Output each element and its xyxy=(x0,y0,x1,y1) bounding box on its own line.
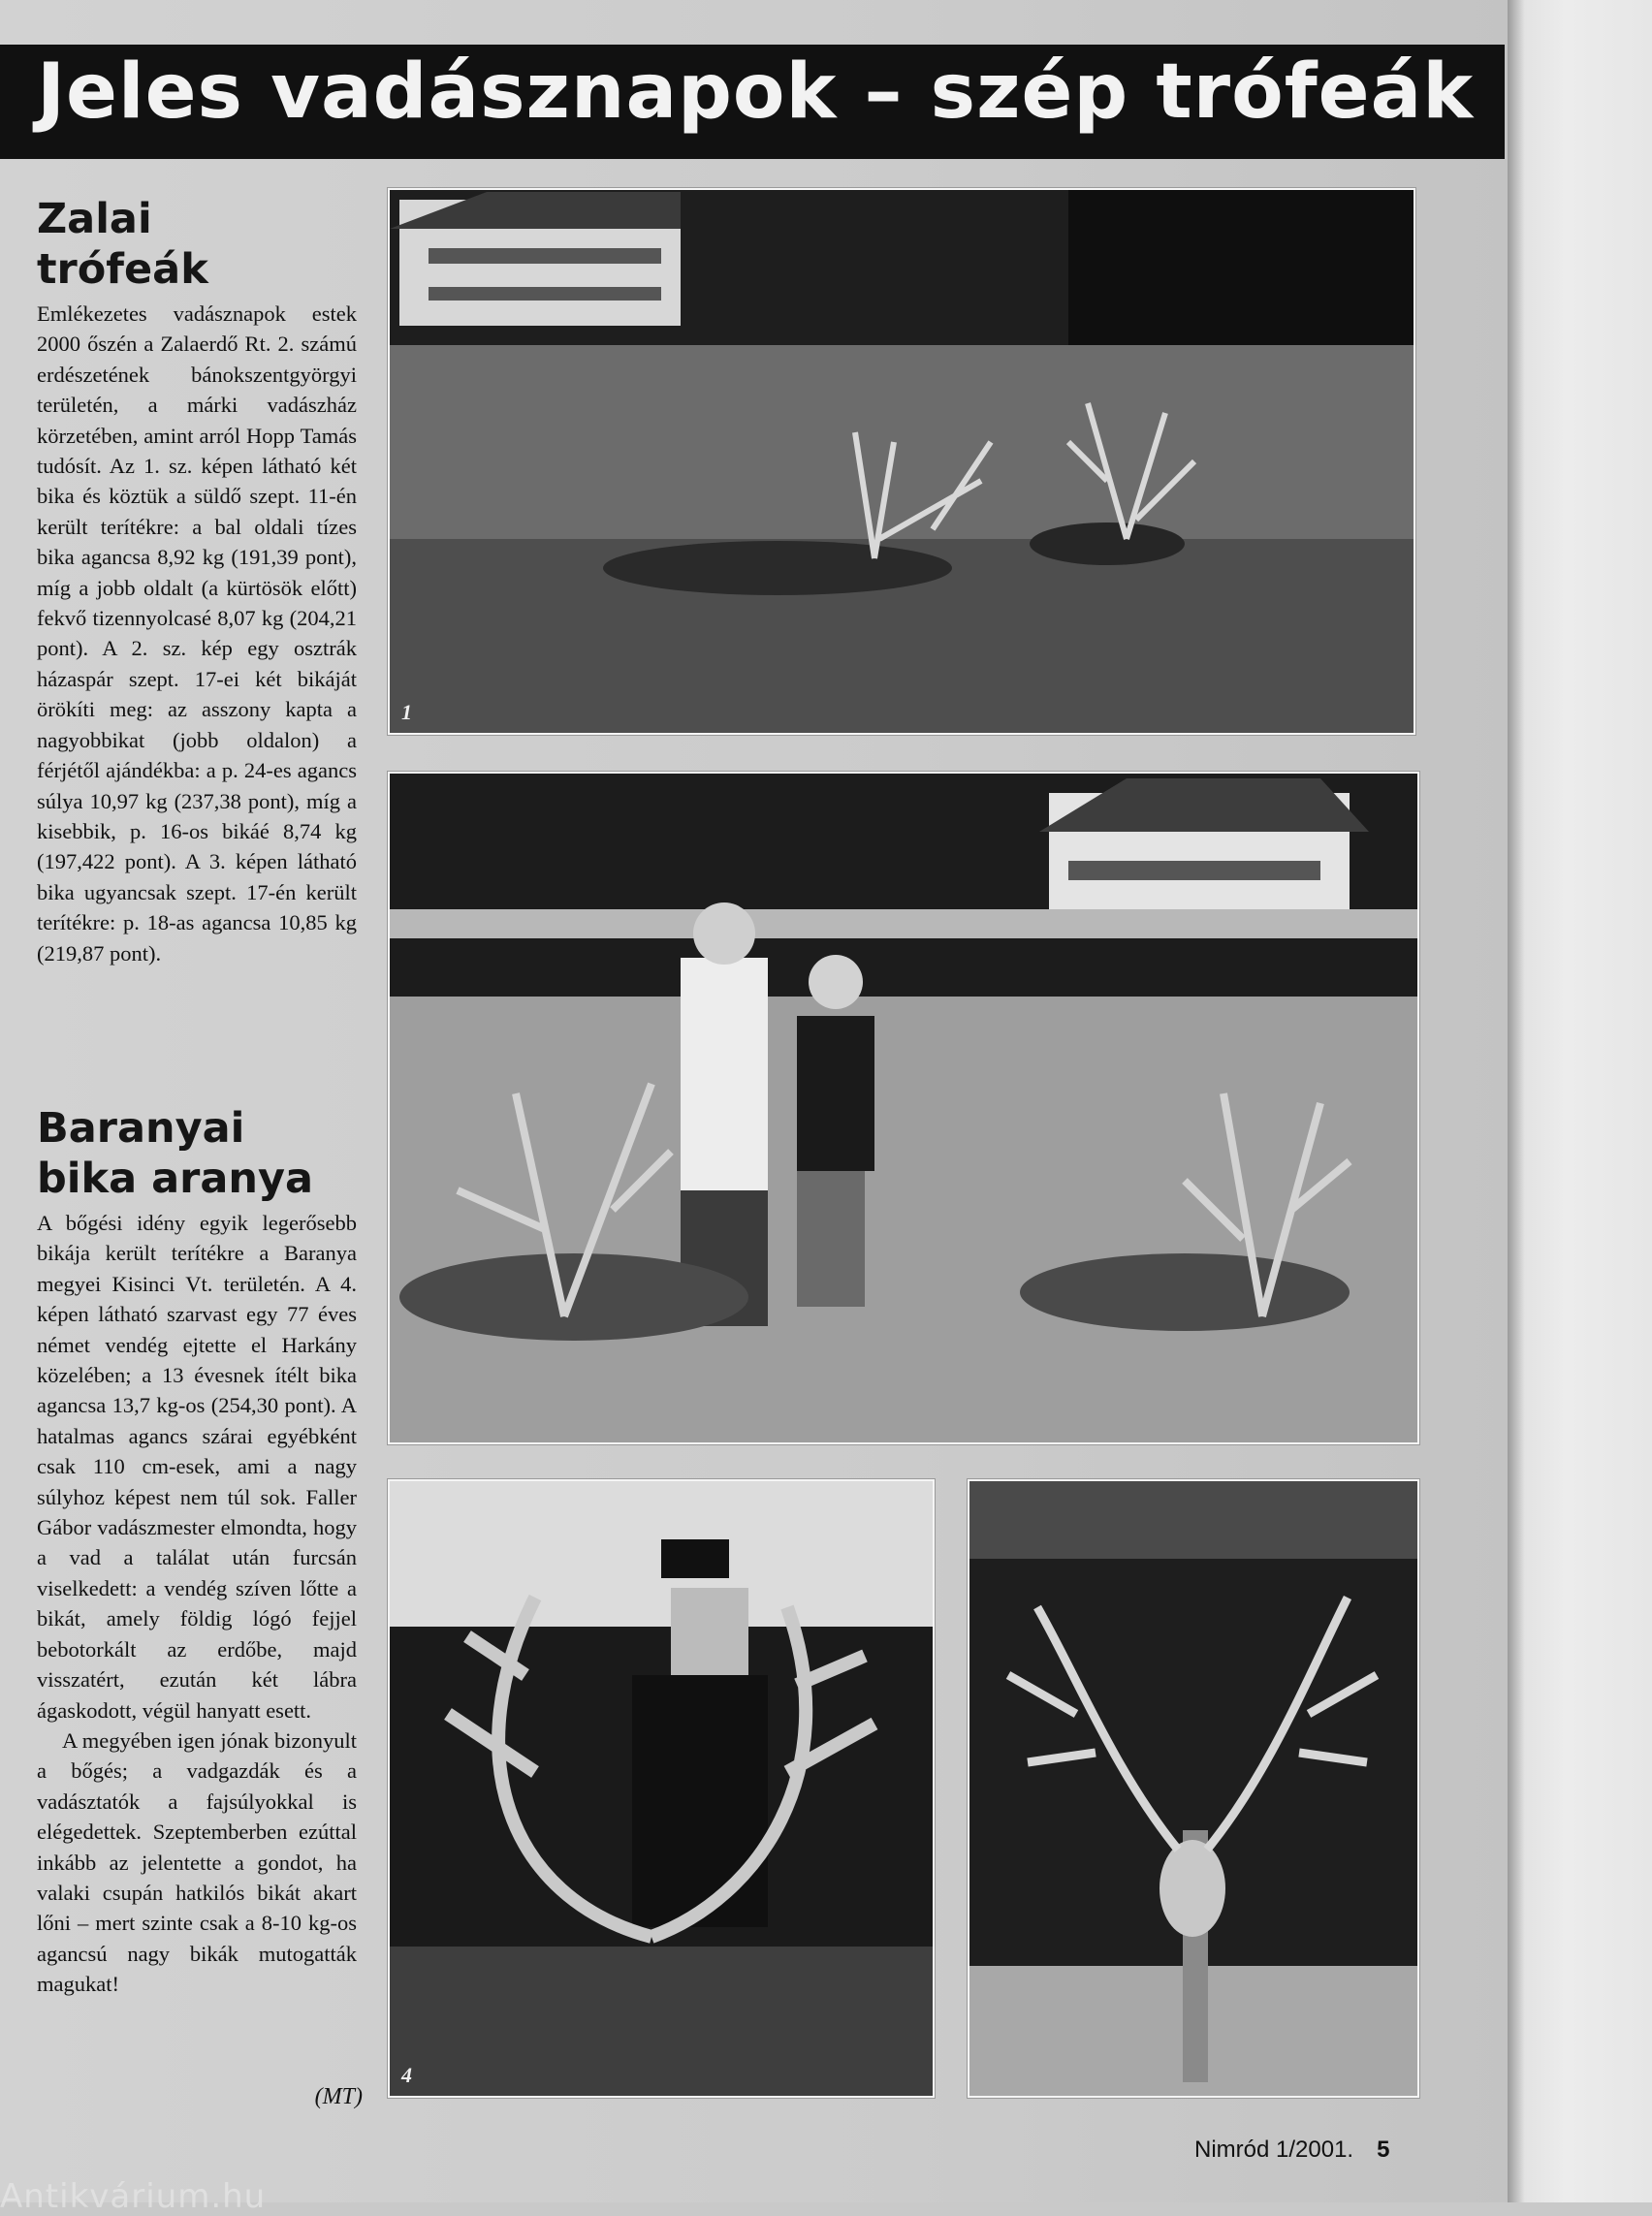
section-heading-zalai xyxy=(37,194,357,295)
photo-3-image xyxy=(969,1481,1417,2096)
photo-1-stags-in-meadow xyxy=(388,188,1415,735)
photo-2-image xyxy=(390,774,1417,1442)
photo-4-image xyxy=(390,1481,933,2096)
byline: (MT) xyxy=(314,2084,363,2109)
article-baranyai xyxy=(37,1103,357,2000)
photo-4-hunter-with-antlers xyxy=(388,1479,935,2098)
photo-number: 1 xyxy=(401,700,412,724)
article-zalai xyxy=(37,194,357,968)
heading-line: Baranyai xyxy=(37,1104,245,1153)
page-spine xyxy=(1508,0,1652,2202)
watermark: Antikvárium.hu xyxy=(0,2177,267,2216)
photo-3-mounted-antlers xyxy=(968,1479,1419,2098)
article-body xyxy=(37,1208,357,2000)
magazine-issue: Nimród 1/2001. xyxy=(1194,2137,1354,2163)
paragraph: A megyében igen jónak bizonyult a bőgés; a vadgazdák és a vadásztatók a fajsúlyokkal is elégedettek. Szeptemberben ezúttal inkább az jelentette a gondot, ha valaki csupán hatkilós bikát akart lőni – mert szinte csak a 8-10 kg-os agancsú nagy bikák mutogatták magukat! xyxy=(37,1727,357,1997)
heading-line: Zalai xyxy=(37,195,152,243)
photo-1-image xyxy=(390,190,1414,733)
heading-line: trófeák xyxy=(37,245,208,294)
article-body xyxy=(37,299,357,968)
page-footer xyxy=(1194,2137,1389,2164)
page-number: 5 xyxy=(1377,2137,1390,2163)
photo-2-couple-with-stags xyxy=(388,772,1419,1444)
paragraph: Emlékezetes vadásznapok estek 2000 őszén a Zalaerdő Rt. 2. számú erdészetének bánokszentgyörgyi területén, a márki vadászház körzetében, amint arról Hopp Tamás tudósít. Az 1. sz. képen látható két bika és köztük a süldő szept. 11-én került terítékre: a bal oldali tízes bika agancsa 8,92 kg (191,39 pont), míg a jobb oldalt (a kürtösök előtt) fekvő tizennyolcasé 8,07 kg (204,21 pont). A 2. sz. kép egy osztrák házaspár szept. 17-ei két bikáját örökíti meg: az asszony kapta a nagyobbikat (jobb oldalon) a férjétől ajándékba: a p. 24-es agancs súlya 10,97 kg (237,38 pont), míg a kisebbik, p. 16-os bikáé 8,74 kg (197,422 pont). A 3. képen látható bika ugyancsak szept. 17-én került terítékre: p. 18-as agancsa 10,85 kg (219,87 pont). xyxy=(37,301,357,966)
paragraph: A bőgési idény egyik legerősebb bikája került terítékre a Baranya megyei Kisinci Vt. területén. A 4. képen látható szarvast egy 77 éves német vendég ejtette el Harkány közelében; a 13 évesnek ítélt bika agancsa 13,7 kg-os (254,30 pont). A hatalmas agancs szárai egyébként csak 110 cm-esek, ami a nagy súlyhoz képest nem túl sok. Faller Gábor vadászmester elmondta, hogy a vad a találat után furcsán viselkedett: a vendég szíven lőtte a bikát, amely földig lógó fejjel bebotorkált az erdőbe, majd visszatért, ezután két lábra ágaskodott, végül hanyatt esett. xyxy=(37,1211,357,1723)
heading-line: bika aranya xyxy=(37,1155,314,1203)
section-heading-baranyai xyxy=(37,1103,357,1204)
photo-number: 4 xyxy=(401,2063,412,2087)
page-title: Jeles vadásznapok – szép trófeák xyxy=(37,48,1475,136)
